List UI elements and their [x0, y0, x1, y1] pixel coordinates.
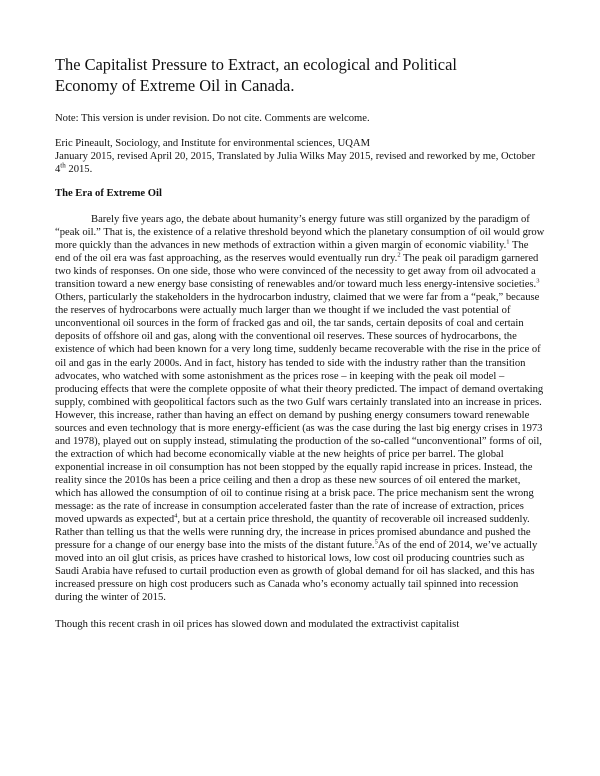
date-line — [55, 151, 535, 175]
author-line: Eric Pineault, Sociology, and Institute for environmental sciences, UQAM — [55, 138, 370, 149]
section-heading: The Era of Extreme Oil — [55, 188, 162, 199]
date-line-text: January 2015, revised April 20, 2015, Translated by Julia Wilks May 2015, revised and reworked by me, October 4 — [55, 151, 536, 175]
paragraph-text: The peak oil paradigm garnered two kinds of responses. On one side, those who were convinced of the necessity to get away from oil advocated a transition toward a new energy base consisting of renewables and/or toward much less energy-intensive societies. — [55, 253, 539, 291]
footnote-marker-1[interactable]: 1 — [506, 238, 510, 246]
footnote-marker-4[interactable]: 4 — [174, 512, 178, 520]
paragraph-text: As of the end of 2014, we’ve actually moved into an oil glut crisis, as prices have crashed to historical lows, low cost oil producing countries such as Saudi Arabia have refused to curtail production even as growth of global demand for oil has slacked, and this has increased pressure on high cost producers such as Canada who’s economy actually tail spinned into recession during the winter of 2015. — [55, 540, 538, 604]
date-ordinal-suffix: th — [60, 161, 66, 170]
body-paragraph-1 — [55, 213, 545, 604]
body-paragraph-2: Though this recent crash in oil prices has slowed down and modulated the extractivist capitalist — [55, 619, 460, 631]
paragraph-text: Others, particularly the stakeholders in the hydrocarbon industry, claimed that we were far from a “peak,” because the reserves of hydrocarbons were actually much larger than we thought if we included the vast potential of unconventional oil sources in the form of fracked gas and oil, the tar sands, certain deposits of coal and certain deposits of offshore oil and gas, along with the conventional oil reserves. These sources of hydrocarbons, the existence of which had been known for a very long time, suddenly became recoverable with the rise in the price of oil and gas in the early 2000s. And in fact, history has tended to side with the industry rather than the transition advocates, who watched with some astonishment as the prices rose – in keeping with the peak oil model – producing effects that were the complete opposite of what their theory predicted. The impact of demand overtaking supply, combined with geopolitical factors such as the two Gulf wars certainly translated into an increase in prices. However, this increase, rather than having an effect on demand by pushing energy consumers toward renewable sources and even technology that is more energy-efficient (as was the case during the last big energy crises in 1973 and 1978), played out on supply instead, stimulating the production of the so-called “unconventional” forms of oil, the extraction of which had become economically viable at the new heights of price per barrel. The global exponential increase in oil consumption has not been stopped by the equally rapid increase in prices. Instead, the reality since the 2010s has been a price ceiling and then a drop as these new sources of oil entered the market, which has allowed the consumption of oil to continue rising at a brisk pace. The price mechanism sent the wrong message: as the rate of increase in consumption accelerated faster than the rate of increase of extraction, prices moved upwards as expected — [55, 292, 544, 526]
paragraph-text: , but at a certain price threshold, the quantity of recoverable oil increased suddenly. Rather than telling us that the wells were running dry, the increase in prices promised abundance and pushed the pressure for a change of our energy base into the mists of the distant future. — [55, 514, 531, 552]
date-line-end: 2015. — [65, 164, 93, 175]
title-line-1: The Capitalist Pressure to Extract, an ecological and Political — [55, 55, 457, 74]
footnote-marker-2[interactable]: 2 — [397, 251, 401, 259]
paragraph-text: The end of the oil era was fast approaching, as the reserves would eventually run dry. — [55, 240, 529, 265]
footnote-marker-3[interactable]: 3 — [536, 277, 540, 285]
title-line-2: Economy of Extreme Oil in Canada. — [55, 76, 295, 95]
footnote-marker-5[interactable]: 5 — [374, 538, 378, 546]
revision-note: Note: This version is under revision. Do not cite. Comments are welcome. — [55, 113, 370, 124]
author-block — [55, 137, 545, 176]
document-title — [55, 54, 545, 96]
paragraph-text: Barely five years ago, the debate about humanity’s energy future was still organized by the paradigm of “peak oil.” That is, the existence of a relative threshold beyond which the planetary consumption of oil would grow more quickly than the advances in new methods of extraction within a given margin of economic viability. — [55, 214, 545, 252]
